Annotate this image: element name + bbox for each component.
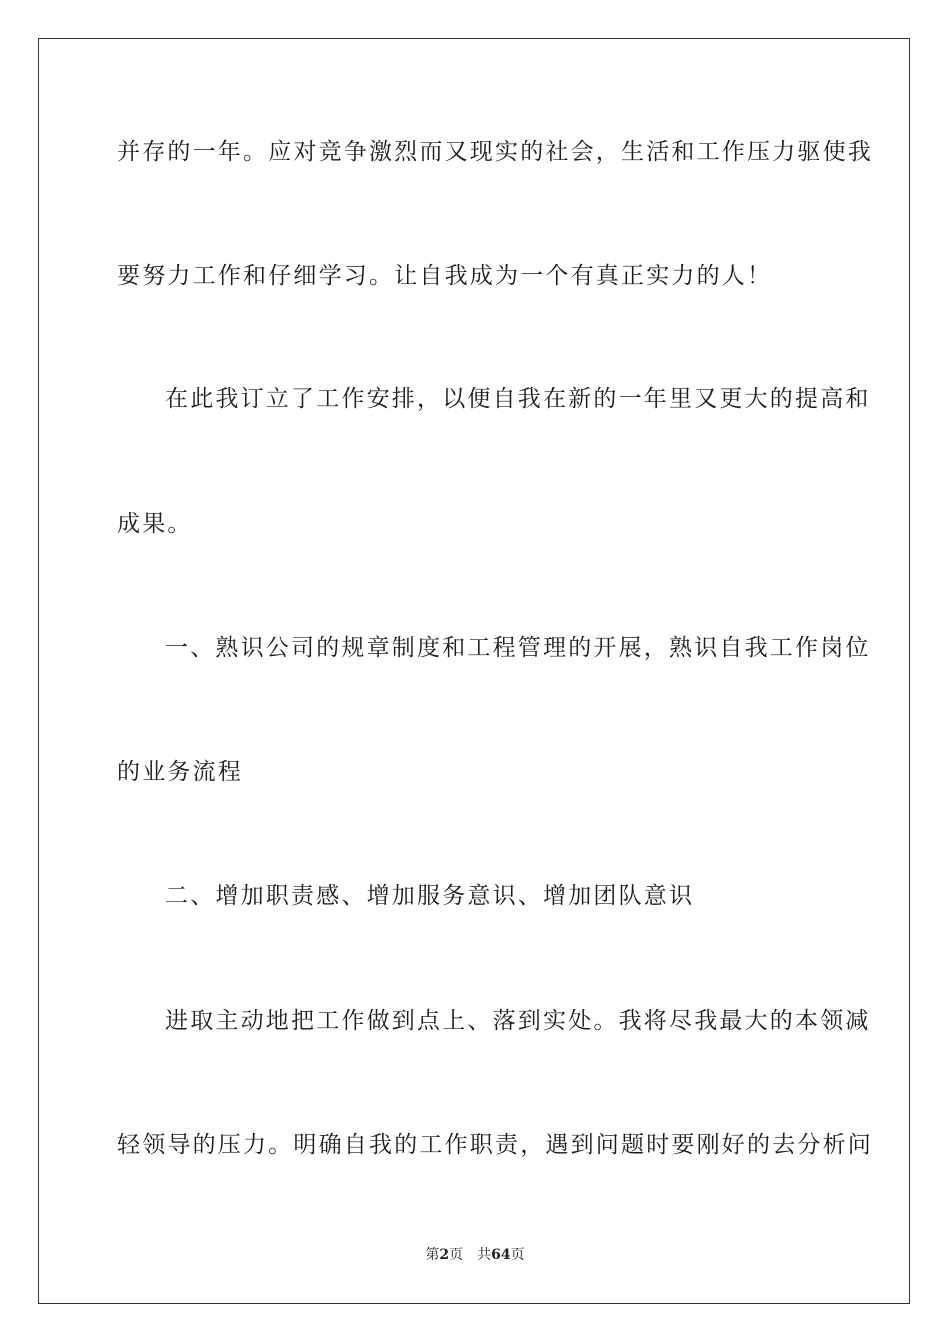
page-suffix: 页	[449, 1247, 464, 1263]
page-border	[38, 38, 910, 1304]
body-line: 成果。	[117, 511, 193, 537]
page-footer	[0, 1246, 950, 1264]
paragraph-start-line: 在此我订立了工作安排，以便自我在新的一年里又更大的提高和	[165, 386, 871, 412]
total-suffix: 页	[510, 1247, 525, 1263]
section-heading-line: 二、增加职责感、增加服务意识、增加团队意识	[165, 883, 695, 909]
total-pages: 64	[491, 1247, 511, 1263]
section-heading-continuation: 的业务流程	[117, 759, 243, 785]
total-prefix: 共	[477, 1247, 492, 1263]
paragraph-start-line: 进取主动地把工作做到点上、落到实处。我将尽我最大的本领减	[165, 1008, 871, 1034]
body-line: 轻领导的压力。明确自我的工作职责，遇到问题时要刚好的去分析问	[117, 1132, 873, 1158]
section-heading-line: 一、熟识公司的规章制度和工程管理的开展，熟识自我工作岗位	[165, 635, 871, 661]
page-number: 2	[439, 1247, 450, 1263]
body-line: 并存的一年。应对竞争激烈而又现实的社会，生活和工作压力驱使我	[117, 139, 873, 165]
body-line: 要努力工作和仔细学习。让自我成为一个有真正实力的人！	[117, 263, 773, 289]
page-prefix: 第	[425, 1247, 440, 1263]
